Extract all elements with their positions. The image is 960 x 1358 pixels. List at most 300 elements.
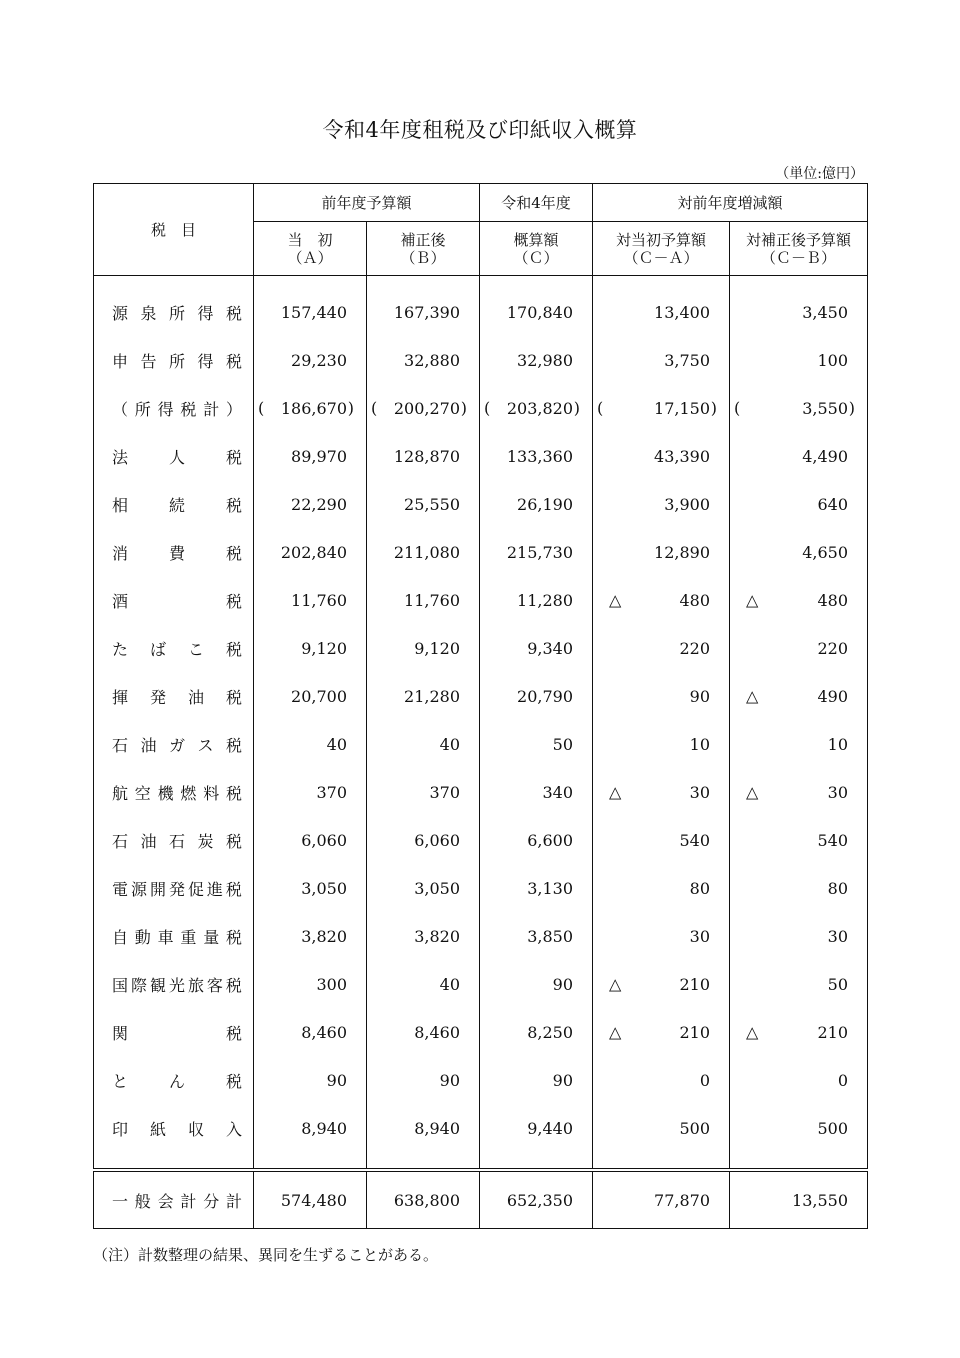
- value-cell: [480, 1170, 593, 1229]
- value-cell: [254, 384, 367, 432]
- value-text: 40: [439, 974, 461, 994]
- negative-mark: △: [746, 782, 759, 802]
- label-char: 石: [112, 735, 129, 755]
- value-cell: [254, 768, 367, 816]
- label-char: 続: [168, 495, 185, 515]
- label-char: 税: [225, 831, 242, 851]
- value-text: 3,750: [664, 350, 711, 370]
- table-row: [94, 768, 868, 816]
- value-cell: [367, 288, 480, 336]
- header-change: 対前年度増減額: [593, 184, 868, 222]
- value-cell: [730, 1104, 868, 1152]
- page-title: 令和4年度租税及び印紙収入概算: [322, 118, 638, 142]
- row-label: [94, 864, 254, 912]
- value-text: 80: [827, 878, 849, 898]
- value-cell: [480, 864, 593, 912]
- value-cell: [367, 1104, 480, 1152]
- row-label: [94, 768, 254, 816]
- label-char: 税: [180, 399, 197, 419]
- label-char: 関: [112, 1023, 129, 1043]
- value-text: 4,650: [802, 542, 849, 562]
- label-char: と: [112, 1071, 129, 1091]
- value-cell: [593, 384, 730, 432]
- value-cell: [480, 528, 593, 576]
- value-cell: [254, 816, 367, 864]
- row-label: [94, 1170, 254, 1229]
- value-text: 220: [817, 638, 849, 658]
- label-char: 般: [134, 1191, 151, 1211]
- label-char: 発: [149, 687, 166, 707]
- value-text: 490: [817, 686, 849, 706]
- label-char: 分: [203, 1191, 220, 1211]
- value-cell: [367, 960, 480, 1008]
- label-char: 告: [140, 351, 157, 371]
- label-char: 計: [203, 399, 220, 419]
- value-text: 40: [326, 734, 347, 754]
- row-label-text: [112, 973, 242, 996]
- value-cell: [254, 1008, 367, 1056]
- value-cell: [254, 864, 367, 912]
- row-label-text: [112, 829, 242, 852]
- label-char: 電: [112, 879, 129, 899]
- value-cell: [730, 672, 868, 720]
- table-row: [94, 1104, 868, 1152]
- header-this-year: 令和4年度: [480, 184, 593, 222]
- value-text: 3,130: [527, 878, 574, 898]
- label-char: 税: [225, 687, 242, 707]
- negative-mark: △: [609, 1022, 622, 1042]
- value-text: 370: [429, 782, 461, 802]
- value-cell: [593, 528, 730, 576]
- header-vs-initial: 対当初予算額 （Ｃ－Ａ）: [593, 222, 730, 276]
- value-cell: [254, 672, 367, 720]
- row-label-text: [112, 877, 242, 900]
- table-row: [94, 288, 868, 336]
- value-text: 640: [817, 494, 849, 514]
- value-cell: [254, 336, 367, 384]
- value-text: 3,450: [802, 302, 849, 322]
- label-char: 印: [112, 1119, 129, 1139]
- value-cell: [730, 816, 868, 864]
- row-label-text: [112, 301, 242, 324]
- unit-label: （単位:億円）: [775, 166, 864, 182]
- value-text: 21,280: [404, 686, 461, 706]
- value-cell: [367, 768, 480, 816]
- label-char: 航: [112, 783, 129, 803]
- negative-mark: △: [746, 590, 759, 610]
- value-text: 8,460: [414, 1022, 461, 1042]
- value-cell: [593, 480, 730, 528]
- value-text: 0: [837, 1070, 849, 1090]
- value-text: 90: [326, 1070, 347, 1090]
- value-cell: [593, 624, 730, 672]
- table-row: [94, 480, 868, 528]
- row-label: [94, 384, 254, 432]
- label-char: ガ: [168, 735, 185, 755]
- label-char: 税: [225, 735, 242, 755]
- row-label: [94, 1056, 254, 1104]
- value-text: 340: [542, 782, 574, 802]
- value-text: 638,800: [393, 1190, 461, 1210]
- value-cell: [730, 1008, 868, 1056]
- table-row: [94, 528, 868, 576]
- paren-right: ): [710, 398, 718, 418]
- label-char: 税: [225, 1023, 242, 1043]
- row-label: [94, 480, 254, 528]
- value-text: 540: [679, 830, 711, 850]
- label-char: 税: [225, 591, 242, 611]
- negative-mark: △: [609, 590, 622, 610]
- value-text: 3,900: [664, 494, 711, 514]
- label-char: 自: [112, 927, 129, 947]
- value-cell: [480, 384, 593, 432]
- paren-left: (: [734, 398, 741, 418]
- negative-mark: △: [746, 686, 759, 706]
- label-char: 人: [168, 447, 185, 467]
- header-item: 税 目: [94, 184, 254, 276]
- value-text: 215,730: [506, 542, 574, 562]
- value-text: 30: [827, 782, 849, 802]
- row-label-text: [112, 541, 242, 564]
- label-char: 税: [225, 351, 242, 371]
- value-text: 8,460: [301, 1022, 347, 1042]
- paren-left: (: [597, 398, 604, 418]
- value-cell: [593, 1008, 730, 1056]
- value-cell: [480, 1008, 593, 1056]
- value-cell: [730, 720, 868, 768]
- label-char: 車: [157, 927, 174, 947]
- negative-mark: △: [746, 1022, 759, 1042]
- value-text: 200,270: [393, 398, 461, 418]
- value-cell: [480, 960, 593, 1008]
- value-cell: [367, 1056, 480, 1104]
- value-cell: [480, 432, 593, 480]
- label-char: た: [112, 639, 129, 659]
- row-label-text: [112, 397, 242, 420]
- value-cell: [254, 288, 367, 336]
- row-label: [94, 720, 254, 768]
- tax-revenue-table: [93, 183, 868, 1229]
- value-cell: [730, 576, 868, 624]
- label-char: 酒: [112, 591, 129, 611]
- value-cell: [593, 816, 730, 864]
- row-label-text: [112, 349, 242, 372]
- value-cell: [480, 624, 593, 672]
- label-char: 一: [112, 1191, 129, 1211]
- value-text: 32,980: [517, 350, 574, 370]
- value-cell: [480, 576, 593, 624]
- row-label: [94, 528, 254, 576]
- row-label: [94, 816, 254, 864]
- row-label-text: [112, 1189, 242, 1212]
- value-text: 6,060: [414, 830, 461, 850]
- value-cell: [480, 288, 593, 336]
- label-char: 重: [180, 927, 197, 947]
- value-cell: [254, 1170, 367, 1229]
- label-char: 法: [112, 447, 129, 467]
- value-cell: [593, 720, 730, 768]
- label-char: 会: [157, 1191, 174, 1211]
- table-row: [94, 720, 868, 768]
- value-cell: [367, 672, 480, 720]
- value-cell: [593, 960, 730, 1008]
- value-cell: [480, 720, 593, 768]
- table-row: [94, 576, 868, 624]
- label-char: 国: [112, 975, 129, 995]
- paren-right: ): [347, 398, 354, 418]
- value-cell: [730, 912, 868, 960]
- value-cell: [593, 1170, 730, 1229]
- label-char: 油: [187, 687, 204, 707]
- table-row: [94, 1056, 868, 1104]
- value-cell: [593, 336, 730, 384]
- value-cell: [730, 1170, 868, 1229]
- value-text: 90: [552, 974, 574, 994]
- value-text: 203,820: [506, 398, 574, 418]
- label-char: 揮: [112, 687, 129, 707]
- label-char: 得: [197, 351, 214, 371]
- value-text: 3,050: [414, 878, 461, 898]
- label-char: 量: [203, 927, 220, 947]
- label-char: 税: [225, 975, 242, 995]
- value-text: 202,840: [280, 542, 347, 562]
- paren-right: ): [573, 398, 581, 418]
- label-char: 収: [187, 1119, 204, 1139]
- value-text: 9,120: [301, 638, 347, 658]
- label-char: 機: [157, 783, 174, 803]
- value-text: 8,940: [414, 1118, 461, 1138]
- value-text: 574,480: [280, 1190, 347, 1210]
- header-revised: 補正後 （Ｂ）: [367, 222, 480, 276]
- value-text: 25,550: [404, 494, 461, 514]
- value-text: 90: [552, 1070, 574, 1090]
- value-cell: [254, 576, 367, 624]
- value-cell: [730, 288, 868, 336]
- value-cell: [254, 912, 367, 960]
- row-label-text: [112, 1069, 242, 1092]
- label-char: 油: [140, 831, 157, 851]
- value-text: 128,870: [393, 446, 461, 466]
- value-text: 29,230: [291, 350, 347, 370]
- value-text: 50: [827, 974, 849, 994]
- value-text: 480: [817, 590, 849, 610]
- label-char: 炭: [197, 831, 214, 851]
- value-text: 90: [689, 686, 711, 706]
- value-text: 3,550: [802, 398, 849, 418]
- label-char: 源: [130, 879, 147, 899]
- value-text: 100: [817, 350, 849, 370]
- row-label-text: [112, 925, 242, 948]
- label-char: 燃: [180, 783, 197, 803]
- table-row: [94, 624, 868, 672]
- paren-right: ): [460, 398, 468, 418]
- value-text: 0: [699, 1070, 711, 1090]
- row-label: [94, 960, 254, 1008]
- value-cell: [593, 864, 730, 912]
- value-text: 80: [689, 878, 711, 898]
- label-char: 得: [197, 303, 214, 323]
- value-text: 370: [316, 782, 347, 802]
- value-cell: [730, 384, 868, 432]
- value-text: 500: [817, 1118, 849, 1138]
- label-char: 税: [225, 543, 242, 563]
- value-cell: [254, 1104, 367, 1152]
- label-char: ス: [197, 735, 214, 755]
- value-text: 30: [827, 926, 849, 946]
- label-char: 費: [168, 543, 185, 563]
- label-char: 油: [140, 735, 157, 755]
- label-char: 発: [168, 879, 185, 899]
- label-char: 税: [225, 639, 242, 659]
- value-text: 210: [679, 974, 711, 994]
- value-text: 20,790: [517, 686, 574, 706]
- label-char: ）: [225, 399, 242, 419]
- value-text: 3,850: [527, 926, 574, 946]
- value-text: 300: [316, 974, 347, 994]
- value-cell: [593, 768, 730, 816]
- negative-mark: △: [609, 974, 622, 994]
- label-char: 旅: [187, 975, 204, 995]
- row-label: [94, 1008, 254, 1056]
- value-text: 4,490: [802, 446, 849, 466]
- row-label: [94, 336, 254, 384]
- paren-left: (: [484, 398, 491, 418]
- value-cell: [480, 816, 593, 864]
- value-cell: [593, 1104, 730, 1152]
- value-text: 10: [827, 734, 849, 754]
- table-row: [94, 672, 868, 720]
- value-text: 40: [439, 734, 461, 754]
- row-label: [94, 912, 254, 960]
- value-text: 32,880: [404, 350, 461, 370]
- table-row: [94, 1008, 868, 1056]
- value-cell: [254, 432, 367, 480]
- value-cell: [254, 720, 367, 768]
- value-text: 6,060: [301, 830, 347, 850]
- value-cell: [480, 1104, 593, 1152]
- value-text: 30: [689, 782, 711, 802]
- row-label: [94, 672, 254, 720]
- label-char: 税: [225, 879, 242, 899]
- value-cell: [593, 912, 730, 960]
- value-cell: [730, 528, 868, 576]
- label-char: 光: [168, 975, 185, 995]
- value-text: 8,940: [301, 1118, 347, 1138]
- value-text: 30: [689, 926, 711, 946]
- value-cell: [367, 864, 480, 912]
- row-label-text: [112, 685, 242, 708]
- label-char: 紙: [149, 1119, 166, 1139]
- value-text: 10: [689, 734, 711, 754]
- label-char: こ: [187, 639, 204, 659]
- label-char: 申: [112, 351, 129, 371]
- label-char: 相: [112, 495, 129, 515]
- value-text: 77,870: [654, 1190, 711, 1210]
- value-cell: [730, 432, 868, 480]
- value-text: 8,250: [527, 1022, 574, 1042]
- label-char: 際: [130, 975, 147, 995]
- label-char: 消: [112, 543, 129, 563]
- label-char: 石: [168, 831, 185, 851]
- value-text: 11,760: [291, 590, 347, 610]
- value-cell: [480, 672, 593, 720]
- value-text: 652,350: [506, 1190, 574, 1210]
- value-text: 500: [679, 1118, 711, 1138]
- label-char: 税: [225, 447, 242, 467]
- value-cell: [730, 768, 868, 816]
- value-text: 170,840: [506, 302, 574, 322]
- table-row: [94, 432, 868, 480]
- value-cell: [254, 480, 367, 528]
- value-text: 133,360: [506, 446, 574, 466]
- value-text: 22,290: [291, 494, 347, 514]
- row-label-text: [112, 1117, 242, 1140]
- label-char: 促: [187, 879, 204, 899]
- value-cell: [593, 576, 730, 624]
- table-row: [94, 864, 868, 912]
- row-label-text: [112, 1021, 242, 1044]
- label-char: 税: [225, 1071, 242, 1091]
- value-cell: [367, 1008, 480, 1056]
- label-char: 進: [206, 879, 223, 899]
- label-char: ば: [149, 639, 166, 659]
- value-cell: [730, 864, 868, 912]
- table-row: [94, 960, 868, 1008]
- value-text: 26,190: [517, 494, 574, 514]
- value-text: 9,440: [527, 1118, 574, 1138]
- footnote: （注）計数整理の結果、異同を生ずることがある。: [93, 1246, 439, 1264]
- total-row: [94, 1170, 868, 1229]
- value-text: 90: [439, 1070, 461, 1090]
- label-char: 入: [225, 1119, 242, 1139]
- row-label-text: [112, 493, 242, 516]
- value-cell: [367, 528, 480, 576]
- value-text: 211,080: [393, 542, 461, 562]
- label-char: 得: [157, 399, 174, 419]
- label-char: 計: [180, 1191, 197, 1211]
- label-char: 税: [225, 495, 242, 515]
- value-text: 20,700: [291, 686, 347, 706]
- value-cell: [367, 912, 480, 960]
- table-row: [94, 336, 868, 384]
- value-cell: [730, 480, 868, 528]
- value-cell: [730, 1056, 868, 1104]
- value-cell: [593, 288, 730, 336]
- value-text: 210: [679, 1022, 711, 1042]
- label-char: 泉: [140, 303, 157, 323]
- paren-left: (: [371, 398, 378, 418]
- value-cell: [367, 816, 480, 864]
- label-char: 観: [149, 975, 166, 995]
- value-cell: [254, 960, 367, 1008]
- row-label: [94, 1104, 254, 1152]
- label-char: 所: [168, 303, 185, 323]
- row-label-text: [112, 781, 242, 804]
- value-cell: [254, 624, 367, 672]
- value-cell: [730, 336, 868, 384]
- row-label-text: [112, 637, 242, 660]
- value-text: 3,050: [301, 878, 347, 898]
- value-text: 12,890: [654, 542, 711, 562]
- value-cell: [730, 960, 868, 1008]
- value-text: 3,820: [414, 926, 461, 946]
- value-text: 210: [817, 1022, 849, 1042]
- value-cell: [593, 672, 730, 720]
- table-row: [94, 816, 868, 864]
- label-char: 税: [225, 783, 242, 803]
- value-text: 157,440: [280, 302, 347, 322]
- value-text: 89,970: [291, 446, 347, 466]
